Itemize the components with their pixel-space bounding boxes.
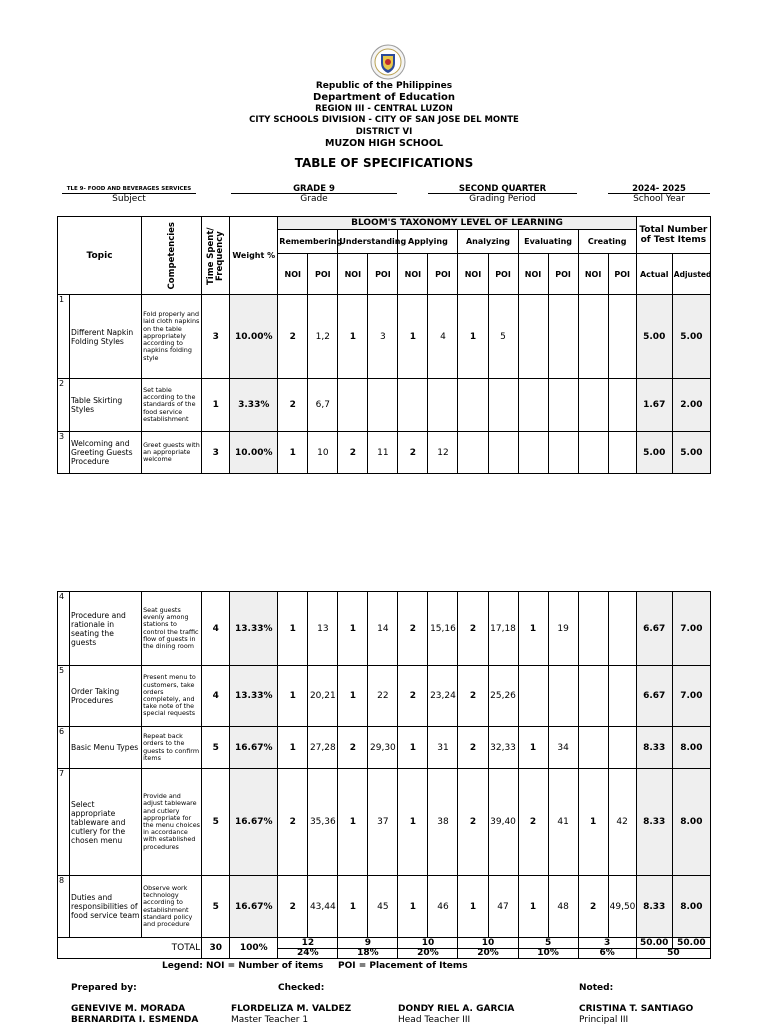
poi-cell: 10 — [308, 432, 338, 474]
poi-cell — [488, 379, 518, 432]
noi-cell — [518, 432, 548, 474]
weight-header: Weight % — [230, 217, 278, 295]
noi-cell: 2 — [458, 727, 488, 769]
preparer-name-1: GENEVIVE M. MORADA — [71, 1004, 186, 1014]
poi-cell: 11 — [368, 432, 398, 474]
poi-cell: 37 — [368, 769, 398, 876]
table-row — [58, 769, 711, 876]
noi-cell: 1 — [278, 592, 308, 666]
total-evaluating-count: 5 — [518, 938, 578, 949]
noi-cell: 1 — [518, 876, 548, 938]
topic-cell: Table Skirting Styles — [70, 379, 142, 432]
preparer-name-2: BERNARDITA I. ESMENDA — [71, 1015, 199, 1025]
poi-cell: 23,24 — [428, 666, 458, 727]
competency-cell: Provide and adjust tableware and cutlery appropriate for the menu choices in accordance with established procedures — [142, 769, 202, 876]
time-cell: 5 — [202, 769, 230, 876]
noi-cell: 2 — [518, 769, 548, 876]
poi-cell: 1,2 — [308, 295, 338, 379]
adjusted-cell: 8.00 — [672, 727, 710, 769]
topic-cell: Basic Menu Types — [70, 727, 142, 769]
topic-cell: Duties and responsibilities of food service team — [70, 876, 142, 938]
poi-cell: 20,21 — [308, 666, 338, 727]
noi-cell — [518, 295, 548, 379]
poi-header: POI — [368, 254, 398, 295]
table-row — [58, 592, 711, 666]
poi-cell: 17,18 — [488, 592, 518, 666]
poi-cell: 41 — [548, 769, 578, 876]
adjusted-header: Adjusted — [672, 254, 710, 295]
table-row — [58, 666, 711, 727]
poi-cell: 22 — [368, 666, 398, 727]
noi-cell: 1 — [518, 727, 548, 769]
poi-cell — [548, 432, 578, 474]
legend-noi: Legend: NOI = Number of items — [162, 961, 324, 971]
noi-cell — [458, 432, 488, 474]
noi-cell: 1 — [278, 727, 308, 769]
competencies-header — [142, 217, 202, 295]
adjusted-cell: 2.00 — [672, 379, 710, 432]
total-actual: 50.00 — [636, 938, 672, 949]
poi-cell: 12 — [428, 432, 458, 474]
time-cell: 4 — [202, 666, 230, 727]
competencies-header-label: Competencies — [166, 221, 177, 290]
level-applying: Applying — [398, 230, 458, 254]
grade-field — [231, 184, 397, 205]
checker-name-1: FLORDELIZA M. VALDEZ — [231, 1004, 352, 1014]
noi-header: NOI — [458, 254, 488, 295]
totals-row — [58, 938, 711, 949]
topic-header: Topic — [58, 217, 142, 295]
competency-cell: Set table according to the standards of the food service establishment — [142, 379, 202, 432]
noi-cell: 1 — [398, 727, 428, 769]
noi-cell: 2 — [458, 769, 488, 876]
poi-cell: 46 — [428, 876, 458, 938]
poi-cell: 38 — [428, 769, 458, 876]
tos-rows-part2 — [58, 592, 711, 938]
topic-cell: Different Napkin Folding Styles — [70, 295, 142, 379]
time-header — [202, 217, 230, 295]
actual-cell: 5.00 — [636, 432, 672, 474]
noi-cell: 1 — [518, 592, 548, 666]
poi-cell — [548, 666, 578, 727]
total-label: TOTAL — [58, 938, 202, 959]
checker-title-1: Master Teacher 1 — [231, 1015, 309, 1025]
pct-evaluating: 10% — [518, 949, 578, 959]
grade-value: GRADE 9 — [231, 184, 397, 194]
actual-cell: 5.00 — [636, 295, 672, 379]
adjusted-cell: 7.00 — [672, 666, 710, 727]
noi-cell: 1 — [338, 295, 368, 379]
total-weight: 100% — [230, 938, 278, 959]
noi-cell — [578, 666, 608, 727]
checker-title-2: Head Teacher III — [398, 1015, 471, 1025]
pct-understanding: 18% — [338, 949, 398, 959]
competency-cell: Greet guests with an appropriate welcome — [142, 432, 202, 474]
school-year-value: 2024- 2025 — [608, 184, 710, 194]
grade-label: Grade — [300, 194, 328, 204]
school-year-label: School Year — [633, 194, 685, 204]
competency-cell: Fold properly and laid cloth napkins on the table appropriately according to napkins folding style — [142, 295, 202, 379]
noi-cell: 2 — [278, 295, 308, 379]
weight-cell: 13.33% — [230, 666, 278, 727]
weight-cell: 16.67% — [230, 727, 278, 769]
poi-cell: 35,36 — [308, 769, 338, 876]
row-number: 6 — [58, 727, 70, 769]
weight-cell: 10.00% — [230, 295, 278, 379]
poi-cell: 48 — [548, 876, 578, 938]
poi-cell: 49,50 — [608, 876, 636, 938]
noi-cell: 2 — [458, 666, 488, 727]
level-evaluating: Evaluating — [518, 230, 578, 254]
department-line: Department of Education — [313, 92, 455, 103]
poi-cell — [608, 666, 636, 727]
adjusted-cell: 8.00 — [672, 769, 710, 876]
noi-cell: 2 — [278, 769, 308, 876]
noi-cell — [578, 727, 608, 769]
actual-cell: 8.33 — [636, 727, 672, 769]
poi-header: POI — [608, 254, 636, 295]
pct-applying: 20% — [398, 949, 458, 959]
noi-cell: 1 — [338, 666, 368, 727]
topic-cell: Order Taking Procedures — [70, 666, 142, 727]
poi-cell — [608, 727, 636, 769]
legend-poi: POI = Placement of Items — [338, 961, 468, 971]
level-understanding: Understanding — [338, 230, 398, 254]
tos-table-part2 — [57, 591, 711, 959]
poi-cell: 45 — [368, 876, 398, 938]
total-remembering-count: 12 — [278, 938, 338, 949]
noi-cell: 1 — [278, 666, 308, 727]
total-creating-count: 3 — [578, 938, 636, 949]
time-cell: 1 — [202, 379, 230, 432]
poi-cell: 31 — [428, 727, 458, 769]
poi-cell: 15,16 — [428, 592, 458, 666]
poi-cell: 34 — [548, 727, 578, 769]
poi-cell: 6,7 — [308, 379, 338, 432]
checker-name-2: DONDY RIEL A. GARCIA — [398, 1004, 515, 1014]
page-title: TABLE OF SPECIFICATIONS — [294, 156, 474, 170]
time-cell: 3 — [202, 432, 230, 474]
noi-cell: 1 — [398, 295, 428, 379]
noi-cell — [578, 379, 608, 432]
actual-cell: 8.33 — [636, 876, 672, 938]
total-time: 30 — [202, 938, 230, 959]
poi-cell: 14 — [368, 592, 398, 666]
poi-cell: 43,44 — [308, 876, 338, 938]
adjusted-cell: 5.00 — [672, 432, 710, 474]
table-row — [58, 379, 711, 432]
level-remembering: Remembering — [278, 230, 338, 254]
actual-cell: 8.33 — [636, 769, 672, 876]
total-understanding-count: 9 — [338, 938, 398, 949]
poi-cell: 3 — [368, 295, 398, 379]
total-applying-count: 10 — [398, 938, 458, 949]
subject-field — [62, 184, 196, 205]
noi-cell: 2 — [398, 592, 428, 666]
poi-cell: 19 — [548, 592, 578, 666]
noi-header: NOI — [338, 254, 368, 295]
total-analyzing-count: 10 — [458, 938, 518, 949]
weight-cell: 16.67% — [230, 769, 278, 876]
noi-cell — [578, 295, 608, 379]
total-overall: 50 — [636, 949, 710, 959]
noi-header: NOI — [278, 254, 308, 295]
school-name: MUZON HIGH SCHOOL — [325, 138, 443, 149]
row-number: 5 — [58, 666, 70, 727]
noted-name: CRISTINA T. SANTIAGO — [579, 1004, 694, 1014]
row-number: 7 — [58, 769, 70, 876]
poi-cell — [548, 295, 578, 379]
competency-cell: Repeat back orders to the guests to confirm items — [142, 727, 202, 769]
noi-cell: 1 — [278, 432, 308, 474]
noi-cell: 2 — [578, 876, 608, 938]
competency-cell: Present menu to customers, take orders completely, and take note of the special requests — [142, 666, 202, 727]
level-analyzing: Analyzing — [458, 230, 518, 254]
poi-cell: 4 — [428, 295, 458, 379]
poi-cell: 32,33 — [488, 727, 518, 769]
weight-cell: 3.33% — [230, 379, 278, 432]
pct-remembering: 24% — [278, 949, 338, 959]
tos-table-part1 — [57, 216, 711, 474]
period-value: SECOND QUARTER — [428, 184, 577, 194]
adjusted-cell: 5.00 — [672, 295, 710, 379]
division-line: CITY SCHOOLS DIVISION - CITY OF SAN JOSE DEL MONTE — [249, 115, 519, 125]
school-year-field — [608, 184, 710, 205]
noi-cell — [518, 666, 548, 727]
subject-label: Subject — [112, 194, 146, 204]
noi-header: NOI — [518, 254, 548, 295]
weight-cell: 10.00% — [230, 432, 278, 474]
poi-cell — [488, 432, 518, 474]
noi-cell: 1 — [338, 769, 368, 876]
pct-analyzing: 20% — [458, 949, 518, 959]
topic-cell: Welcoming and Greeting Guests Procedure — [70, 432, 142, 474]
subject-value: TLE 9- FOOD AND BEVERAGES SERVICES — [62, 184, 196, 194]
region-line: REGION III - CENTRAL LUZON — [315, 104, 453, 114]
row-number: 8 — [58, 876, 70, 938]
actual-cell: 6.67 — [636, 666, 672, 727]
republic-line: Republic of the Philippines — [315, 81, 453, 91]
total-adjusted: 50.00 — [672, 938, 710, 949]
poi-cell — [368, 379, 398, 432]
time-cell: 5 — [202, 727, 230, 769]
noi-cell: 2 — [458, 592, 488, 666]
bloom-header: BLOOM'S TAXONOMY LEVEL OF LEARNING — [278, 217, 636, 230]
checked-label: Checked: — [278, 983, 325, 993]
noi-cell — [458, 379, 488, 432]
poi-header: POI — [548, 254, 578, 295]
time-cell: 4 — [202, 592, 230, 666]
noted-title: Principal III — [579, 1015, 629, 1025]
row-number: 1 — [58, 295, 70, 379]
poi-cell: 13 — [308, 592, 338, 666]
noi-cell — [398, 379, 428, 432]
weight-cell: 16.67% — [230, 876, 278, 938]
noi-cell — [518, 379, 548, 432]
noi-cell — [578, 592, 608, 666]
time-cell: 5 — [202, 876, 230, 938]
adjusted-cell: 8.00 — [672, 876, 710, 938]
topic-cell: Procedure and rationale in seating the guests — [70, 592, 142, 666]
noi-cell: 2 — [398, 666, 428, 727]
table-row — [58, 876, 711, 938]
weight-cell: 13.33% — [230, 592, 278, 666]
poi-cell — [428, 379, 458, 432]
deped-seal-logo — [370, 44, 406, 80]
table-row — [58, 295, 711, 379]
poi-header: POI — [488, 254, 518, 295]
noi-header: NOI — [398, 254, 428, 295]
noi-header: NOI — [578, 254, 608, 295]
poi-cell — [608, 592, 636, 666]
prepared-by-label: Prepared by: — [71, 983, 137, 993]
district-line: DISTRICT VI — [355, 127, 413, 137]
poi-cell: 39,40 — [488, 769, 518, 876]
table-row — [58, 432, 711, 474]
adjusted-cell: 7.00 — [672, 592, 710, 666]
noi-cell: 1 — [578, 769, 608, 876]
noi-cell: 1 — [338, 876, 368, 938]
level-creating: Creating — [578, 230, 636, 254]
poi-cell: 47 — [488, 876, 518, 938]
period-field — [428, 184, 577, 205]
poi-cell — [608, 432, 636, 474]
competency-cell: Observe work technology according to establishment standard policy and procedure — [142, 876, 202, 938]
total-items-header: Total Number of Test Items — [636, 217, 710, 254]
table-row — [58, 727, 711, 769]
pct-creating: 6% — [578, 949, 636, 959]
row-number: 3 — [58, 432, 70, 474]
poi-header: POI — [308, 254, 338, 295]
actual-cell: 1.67 — [636, 379, 672, 432]
poi-cell — [608, 379, 636, 432]
noi-cell: 2 — [338, 432, 368, 474]
noi-cell: 1 — [458, 876, 488, 938]
poi-cell: 27,28 — [308, 727, 338, 769]
row-number: 4 — [58, 592, 70, 666]
poi-cell: 42 — [608, 769, 636, 876]
time-header-label: Time Spent/ Frequency — [205, 226, 225, 285]
noted-label: Noted: — [579, 983, 614, 993]
period-label: Grading Period — [469, 194, 536, 204]
noi-cell: 1 — [338, 592, 368, 666]
competency-cell: Seat guests evenly among stations to control the traffic flow of guests in the dining room — [142, 592, 202, 666]
noi-cell — [578, 432, 608, 474]
poi-cell: 5 — [488, 295, 518, 379]
noi-cell: 2 — [278, 876, 308, 938]
noi-cell: 2 — [278, 379, 308, 432]
poi-cell — [608, 295, 636, 379]
row-number: 2 — [58, 379, 70, 432]
actual-cell: 6.67 — [636, 592, 672, 666]
noi-cell: 2 — [398, 432, 428, 474]
noi-cell: 1 — [458, 295, 488, 379]
noi-cell: 1 — [398, 876, 428, 938]
tos-rows-part1 — [58, 295, 711, 474]
poi-cell: 25,26 — [488, 666, 518, 727]
poi-cell — [548, 379, 578, 432]
topic-cell: Select appropriate tableware and cutlery for the chosen menu — [70, 769, 142, 876]
noi-cell: 2 — [338, 727, 368, 769]
noi-cell — [338, 379, 368, 432]
noi-cell: 1 — [398, 769, 428, 876]
time-cell: 3 — [202, 295, 230, 379]
poi-header: POI — [428, 254, 458, 295]
poi-cell: 29,30 — [368, 727, 398, 769]
actual-header: Actual — [636, 254, 672, 295]
